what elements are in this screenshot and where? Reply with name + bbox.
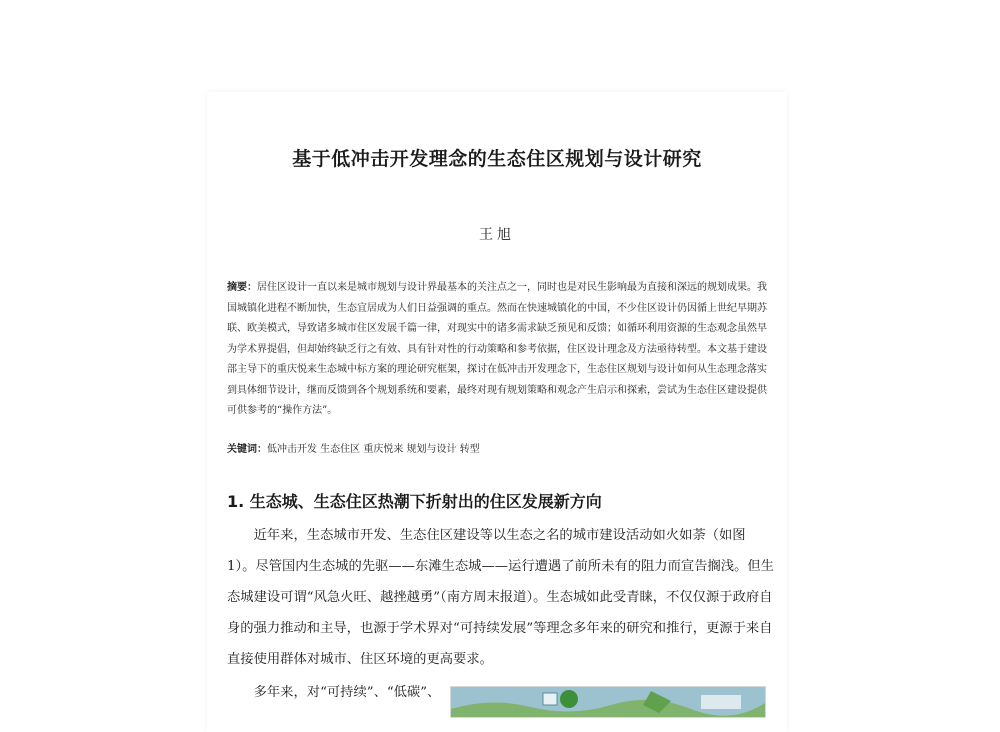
abstract-text: 居住区设计一直以来是城市规划与设计界最基本的关注点之一，同时也是对民生影响最为直接和深远的规划成果。我国城镇化进程不断加快，生态宜居成为人们日益强调的重点。然而在快速城镇化的中国，不少住区设计仍因循上世纪早期苏联、欧美模式，导致诸多城市住区发展千篇一律，对现实中的诸多需求缺乏预见和反馈；如循环利用资源的生态观念虽然早为学术界提倡，但却始终缺乏行之有效、具有针对性的行动策略和参考依据，住区设计理念及方法亟待转型。本文基于建设部主导下的重庆悦来生态城中标方案的理论研究框架，探讨在低冲击开发理念下，生态住区规划与设计如何从生态理念落实到具体细节设计，继而反馈到各个规划系统和要素，最终对现有规划策略和观念产生启示和探索，尝试为生态住区建设提供可供参考的“操作方法”。 [227, 282, 767, 416]
figure-image [450, 686, 766, 718]
author-name: 王旭 [479, 227, 515, 243]
keywords [227, 441, 775, 459]
keywords-text: 低冲击开发 生态住区 重庆悦来 规划与设计 转型 [267, 444, 480, 455]
abstract [227, 278, 775, 422]
body-paragraph-2: 多年来，对“可持续”、“低碳”、 [253, 685, 441, 700]
document-page [207, 92, 787, 732]
keywords-label: 关键词： [227, 444, 267, 455]
section-heading: 1. 生态城、生态住区热潮下折射出的住区发展新方向 [227, 492, 602, 511]
abstract-label: 摘要： [227, 282, 257, 293]
figure-illustration [451, 687, 765, 717]
body-paragraph-1: 近年来，生态城市开发、生态住区建设等以生态之名的城市建设活动如火如荼（如图 1）。尽管国内生态城的先驱——东滩生态城——运行遭遇了前所未有的阻力而宣告搁浅。但生态城建设可谓“风急火旺、越挫越勇”（南方周末报道）。生态城如此受青睐，不仅仅源于政府自身的强力推动和主导，也源于学术界对“可持续发展”等理念多年来的研究和推行，更源于来自直接使用群体对城市、住区环境的更高要求。 [227, 528, 774, 667]
paper-title: 基于低冲击开发理念的生态住区规划与设计研究 [292, 148, 702, 170]
